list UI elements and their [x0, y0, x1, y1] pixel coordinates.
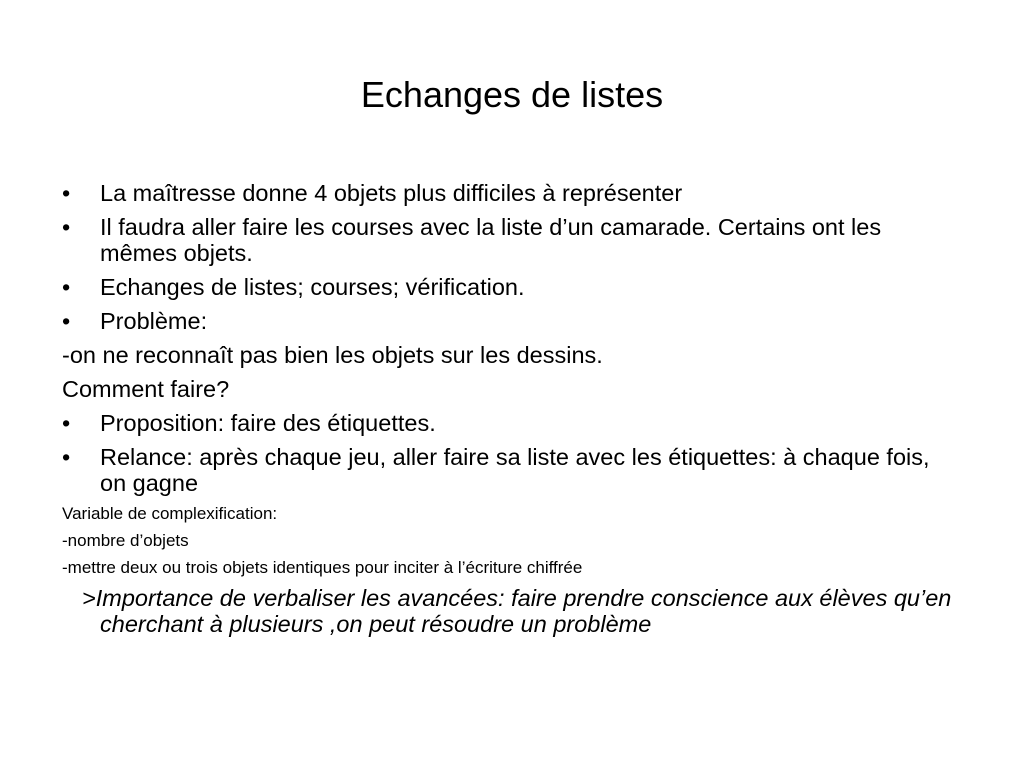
- slide-content: [62, 180, 962, 645]
- bullet-text: Il faudra aller faire les courses avec la liste d’un camarade. Certains ont les mêmes objets.: [100, 214, 882, 266]
- bullet-text: Echanges de listes; courses; vérification.: [100, 274, 525, 300]
- small-line-2: -nombre d’objets: [62, 531, 189, 550]
- bullet-icon: •: [62, 214, 71, 240]
- small-line-1: Variable de complexification:: [62, 504, 278, 523]
- bullet-icon: •: [62, 274, 71, 300]
- slide-title: Echanges de listes: [360, 74, 664, 115]
- bullet-text: Proposition: faire des étiquettes.: [100, 410, 436, 436]
- bullet-text: Problème:: [100, 308, 208, 334]
- bullet-item-3: [62, 274, 962, 300]
- bullet-text: La maîtresse donne 4 objets plus difficiles à représenter: [100, 180, 683, 206]
- bullet-item-6: [62, 444, 962, 496]
- plain-line-2: Comment faire?: [62, 376, 230, 402]
- italic-conclusion: >Importance de verbaliser les avancées: faire prendre conscience aux élèves qu’en cherchant à plusieurs ,on peut résoudre un problème: [82, 585, 952, 637]
- bullet-item-2: [62, 214, 962, 266]
- bullet-icon: •: [62, 180, 71, 206]
- small-line-3: -mettre deux ou trois objets identiques pour inciter à l’écriture chiffrée: [62, 558, 583, 577]
- bullet-item-4: [62, 308, 962, 334]
- bullet-item-5: [62, 410, 962, 436]
- plain-line-1: -on ne reconnaît pas bien les objets sur les dessins.: [62, 342, 603, 368]
- bullet-icon: •: [62, 410, 71, 436]
- bullet-icon: •: [62, 308, 71, 334]
- bullet-icon: •: [62, 444, 71, 470]
- bullet-item-1: [62, 180, 962, 206]
- bullet-text: Relance: après chaque jeu, aller faire sa liste avec les étiquettes: à chaque fois, on gagne: [100, 444, 930, 496]
